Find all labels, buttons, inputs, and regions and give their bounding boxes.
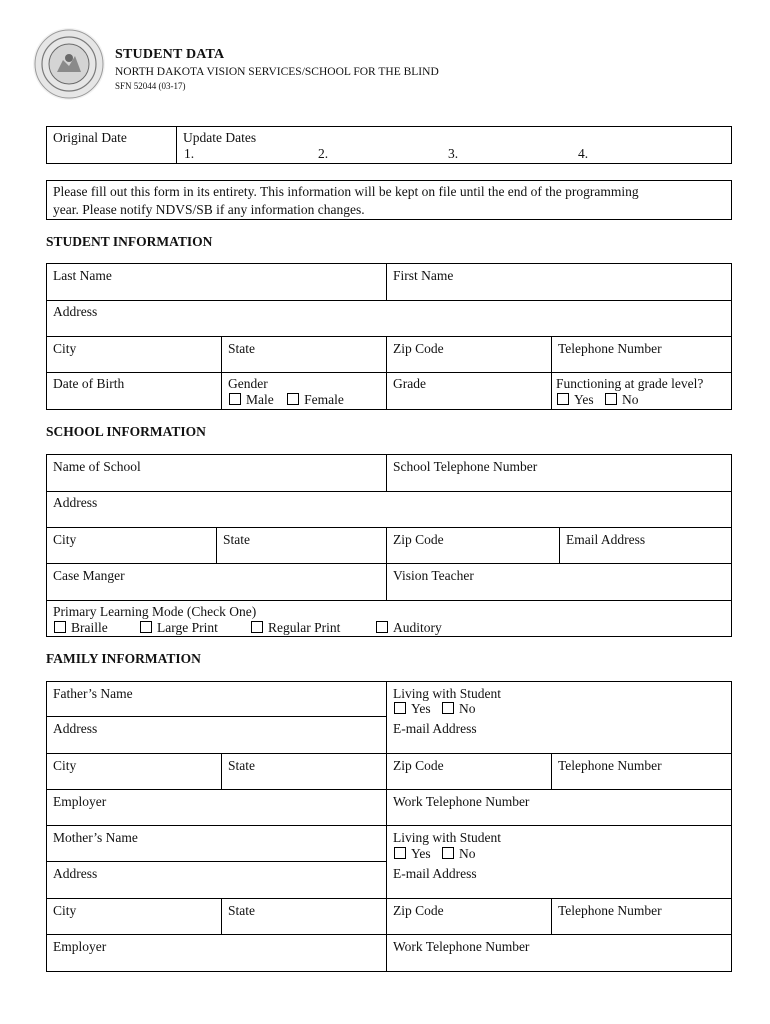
school-info-heading: SCHOOL INFORMATION [46,424,206,439]
functioning-yes-option[interactable]: Yes [557,391,594,408]
case-manager-field[interactable]: Case Manger [53,568,125,583]
large-print-checkbox[interactable] [140,621,152,633]
mother-telephone-field[interactable]: Telephone Number [558,903,662,918]
mode-regular-print-option[interactable]: Regular Print [251,619,340,636]
vision-teacher-field[interactable]: Vision Teacher [393,568,474,583]
father-employer-field[interactable]: Employer [53,794,107,809]
braille-checkbox[interactable] [54,621,66,633]
functioning-yes-checkbox[interactable] [557,393,569,405]
learning-mode-label: Primary Learning Mode (Check One) [53,604,257,619]
student-first-name-field[interactable]: First Name [393,268,454,283]
mother-address-field[interactable]: Address [53,866,98,881]
mode-auditory-option[interactable]: Auditory [376,619,442,636]
student-gender-label: Gender [228,376,268,391]
student-address-field[interactable]: Address [53,304,98,319]
instructions-line-1: Please fill out this form in its entirety. This information will be kept on file until the end of the programming [53,184,639,199]
father-zip-field[interactable]: Zip Code [393,758,444,773]
mother-no-checkbox[interactable] [442,847,454,859]
student-zip-field[interactable]: Zip Code [393,341,444,356]
student-info-heading: STUDENT INFORMATION [46,234,213,249]
functioning-no-checkbox[interactable] [605,393,617,405]
mother-living-options [394,845,594,863]
learning-mode-options [54,619,730,637]
father-work-phone-field[interactable]: Work Telephone Number [393,794,530,809]
state-seal-icon [33,28,105,100]
functioning-grade-label: Functioning at grade level? [556,376,704,391]
original-date-field[interactable]: Original Date [53,130,127,145]
functioning-options [557,391,727,409]
gender-female-option[interactable]: Female [287,391,344,408]
student-telephone-field[interactable]: Telephone Number [558,341,662,356]
school-city-field[interactable]: City [53,532,77,547]
update-dates-label: Update Dates [183,130,257,145]
school-state-field[interactable]: State [223,532,250,547]
mother-name-field[interactable]: Mother’s Name [53,830,138,845]
father-living-yes-option[interactable]: Yes [394,700,431,717]
student-last-name-field[interactable]: Last Name [53,268,112,283]
regular-print-checkbox[interactable] [251,621,263,633]
student-state-field[interactable]: State [228,341,255,356]
mother-city-field[interactable]: City [53,903,77,918]
mother-state-field[interactable]: State [228,903,255,918]
update-date-2[interactable]: 2. [318,146,329,161]
family-info-heading: FAMILY INFORMATION [46,651,201,666]
female-checkbox[interactable] [287,393,299,405]
update-date-1[interactable]: 1. [184,146,195,161]
student-dob-field[interactable]: Date of Birth [53,376,125,391]
school-telephone-field[interactable]: School Telephone Number [393,459,538,474]
update-date-3[interactable]: 3. [448,146,459,161]
student-gender-options [229,391,386,409]
male-checkbox[interactable] [229,393,241,405]
father-email-field[interactable]: E-mail Address [393,721,477,736]
student-grade-field[interactable]: Grade [393,376,426,391]
mother-zip-field[interactable]: Zip Code [393,903,444,918]
form-title: STUDENT DATA [115,47,225,62]
father-telephone-field[interactable]: Telephone Number [558,758,662,773]
auditory-checkbox[interactable] [376,621,388,633]
functioning-no-option[interactable]: No [605,391,639,408]
mother-work-phone-field[interactable]: Work Telephone Number [393,939,530,954]
school-name-field[interactable]: Name of School [53,459,141,474]
instructions-line-2: year. Please notify NDVS/SB if any information changes. [53,202,365,217]
father-living-no-option[interactable]: No [442,700,476,717]
father-state-field[interactable]: State [228,758,255,773]
mother-yes-checkbox[interactable] [394,847,406,859]
update-date-4[interactable]: 4. [578,146,589,161]
father-living-options [394,700,594,718]
mother-employer-field[interactable]: Employer [53,939,107,954]
mode-large-print-option[interactable]: Large Print [140,619,218,636]
gender-male-option[interactable]: Male [229,391,274,408]
mother-living-yes-option[interactable]: Yes [394,845,431,862]
father-yes-checkbox[interactable] [394,702,406,714]
school-address-field[interactable]: Address [53,495,98,510]
mode-braille-option[interactable]: Braille [54,619,108,636]
father-name-field[interactable]: Father’s Name [53,686,133,701]
father-no-checkbox[interactable] [442,702,454,714]
father-city-field[interactable]: City [53,758,77,773]
father-living-label: Living with Student [393,686,501,701]
agency-name: NORTH DAKOTA VISION SERVICES/SCHOOL FOR THE BLIND [115,66,439,78]
student-city-field[interactable]: City [53,341,77,356]
mother-living-no-option[interactable]: No [442,845,476,862]
school-email-field[interactable]: Email Address [566,532,646,547]
father-address-field[interactable]: Address [53,721,98,736]
form-number: SFN 52044 (03-17) [115,81,186,91]
school-zip-field[interactable]: Zip Code [393,532,444,547]
mother-email-field[interactable]: E-mail Address [393,866,477,881]
mother-living-label: Living with Student [393,830,501,845]
